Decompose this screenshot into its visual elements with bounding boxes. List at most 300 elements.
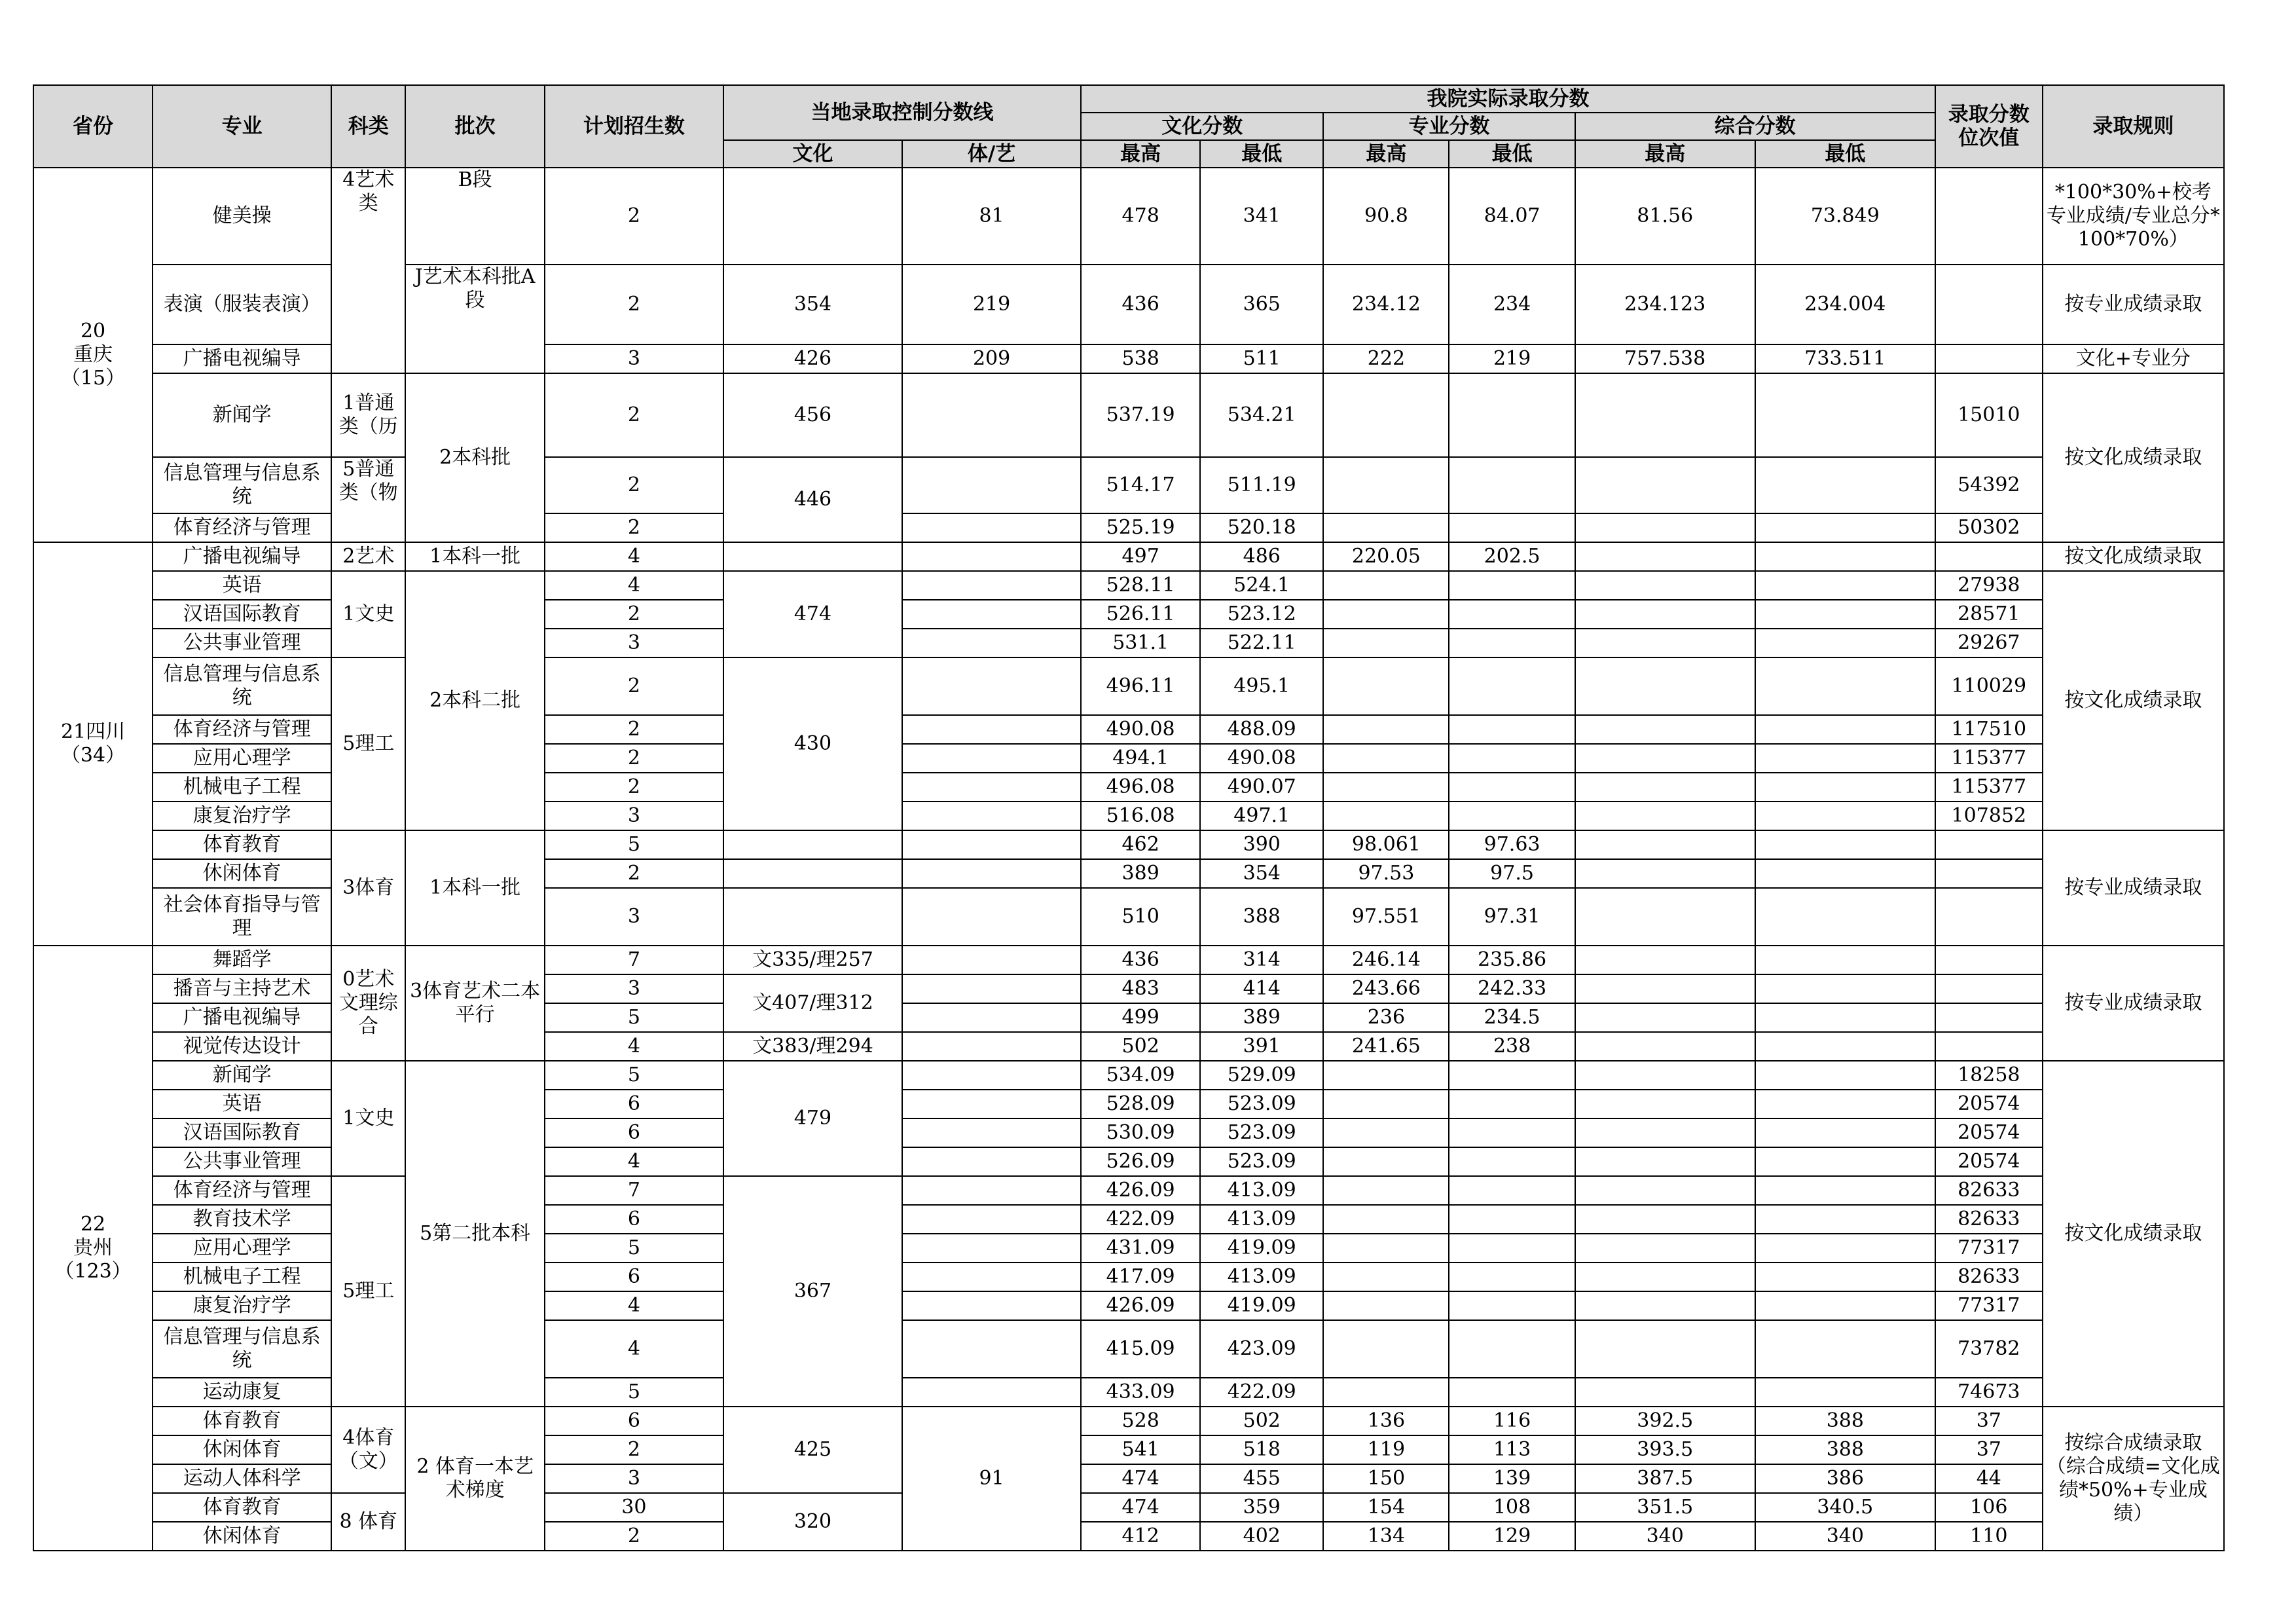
rule-cell: 按文化成绩录取 [2043, 542, 2224, 571]
culture-max-cell: 433.09 [1081, 1378, 1200, 1407]
plan-cell: 4 [545, 1147, 723, 1176]
culture-max-cell: 497 [1081, 542, 1200, 571]
major-max-cell [1323, 1090, 1449, 1118]
major-min-cell: 97.31 [1449, 888, 1575, 946]
batch-cell: 2本科二批 [405, 571, 544, 830]
culture-max-cell: 528 [1081, 1407, 1200, 1435]
table-row [33, 1176, 2224, 1205]
composite-max-cell [1575, 1176, 1755, 1205]
major-cell: 体育经济与管理 [153, 715, 331, 744]
culture-max-cell: 525.19 [1081, 513, 1200, 542]
culture-max-cell: 530.09 [1081, 1118, 1200, 1147]
local-sport-art-cell [902, 859, 1081, 888]
major-cell: 播音与主持艺术 [153, 974, 331, 1003]
plan-cell: 7 [545, 946, 723, 974]
major-cell: 新闻学 [153, 1061, 331, 1090]
batch-cell: 3体育艺术二本平行 [405, 946, 544, 1061]
plan-cell: 3 [545, 974, 723, 1003]
composite-max-cell [1575, 1205, 1755, 1234]
local-culture-cell: 文407/理312 [723, 974, 902, 1032]
plan-cell: 2 [545, 168, 723, 265]
composite-min-cell: 733.511 [1755, 344, 1935, 373]
composite-max-cell [1575, 542, 1755, 571]
rank-cell: 110029 [1935, 657, 2043, 715]
composite-min-cell: 388 [1755, 1407, 1935, 1435]
major-max-cell [1323, 1205, 1449, 1234]
major-min-cell [1449, 1176, 1575, 1205]
plan-cell: 4 [545, 1291, 723, 1320]
header-rank: 录取分数位次值 [1935, 85, 2043, 168]
subject-cell: 4体育（文） [331, 1407, 405, 1493]
rank-cell [1935, 888, 2043, 946]
culture-max-cell: 483 [1081, 974, 1200, 1003]
batch-cell: B段 [405, 168, 544, 265]
header-major-score: 专业分数 [1323, 113, 1575, 140]
culture-max-cell: 510 [1081, 888, 1200, 946]
local-sport-art-cell [902, 830, 1081, 859]
major-min-cell: 129 [1449, 1522, 1575, 1551]
major-cell: 广播电视编导 [153, 542, 331, 571]
major-cell: 表演（服装表演） [153, 265, 331, 344]
local-sport-art-cell [902, 1320, 1081, 1378]
local-sport-art-cell [902, 657, 1081, 715]
culture-min-cell: 511 [1200, 344, 1323, 373]
rank-cell: 115377 [1935, 744, 2043, 773]
major-max-cell: 246.14 [1323, 946, 1449, 974]
composite-max-cell [1575, 600, 1755, 629]
culture-min-cell: 502 [1200, 1407, 1323, 1435]
local-culture-cell: 320 [723, 1493, 902, 1551]
culture-max-cell: 490.08 [1081, 715, 1200, 744]
subject-cell: 1文史 [331, 1061, 405, 1176]
table-row [33, 830, 2224, 859]
composite-max-cell [1575, 571, 1755, 600]
culture-min-cell: 422.09 [1200, 1378, 1323, 1407]
culture-min-cell: 511.19 [1200, 457, 1323, 513]
major-min-cell [1449, 1263, 1575, 1291]
plan-cell: 6 [545, 1118, 723, 1147]
culture-max-cell: 541 [1081, 1435, 1200, 1464]
batch-cell: J艺术本科批A段 [405, 265, 544, 373]
local-sport-art-cell [902, 457, 1081, 513]
rule-cell: 按文化成绩录取 [2043, 1061, 2224, 1407]
major-min-cell [1449, 513, 1575, 542]
header-rule: 录取规则 [2043, 85, 2224, 168]
composite-max-cell: 387.5 [1575, 1464, 1755, 1493]
major-cell: 信息管理与信息系统 [153, 657, 331, 715]
culture-min-cell: 314 [1200, 946, 1323, 974]
major-cell: 休闲体育 [153, 1435, 331, 1464]
plan-cell: 6 [545, 1205, 723, 1234]
major-max-cell [1323, 1378, 1449, 1407]
major-min-cell: 97.5 [1449, 859, 1575, 888]
local-culture-cell [723, 830, 902, 859]
culture-max-cell: 496.11 [1081, 657, 1200, 715]
culture-min-cell: 523.12 [1200, 600, 1323, 629]
province-cell: 21四川 （34） [33, 542, 153, 946]
composite-min-cell [1755, 1320, 1935, 1378]
major-min-cell [1449, 802, 1575, 830]
major-max-cell [1323, 629, 1449, 657]
major-max-cell [1323, 1234, 1449, 1263]
subject-cell: 1普通类（历 [331, 373, 405, 457]
culture-min-cell: 388 [1200, 888, 1323, 946]
composite-min-cell [1755, 1205, 1935, 1234]
local-sport-art-cell [902, 715, 1081, 744]
rank-cell: 106 [1935, 1493, 2043, 1522]
composite-max-cell [1575, 457, 1755, 513]
major-cell: 休闲体育 [153, 1522, 331, 1551]
subject-cell: 5普通类（物 [331, 457, 405, 542]
culture-min-cell: 490.08 [1200, 744, 1323, 773]
culture-max-cell: 478 [1081, 168, 1200, 265]
major-cell: 机械电子工程 [153, 773, 331, 802]
composite-min-cell: 386 [1755, 1464, 1935, 1493]
major-max-cell: 90.8 [1323, 168, 1449, 265]
local-culture-cell: 479 [723, 1061, 902, 1176]
major-min-cell [1449, 1090, 1575, 1118]
culture-max-cell: 462 [1081, 830, 1200, 859]
major-min-cell: 242.33 [1449, 974, 1575, 1003]
culture-max-cell: 415.09 [1081, 1320, 1200, 1378]
plan-cell: 5 [545, 1378, 723, 1407]
local-culture-cell: 425 [723, 1407, 902, 1493]
composite-min-cell [1755, 946, 1935, 974]
local-culture-cell: 354 [723, 265, 902, 344]
culture-min-cell: 365 [1200, 265, 1323, 344]
composite-min-cell [1755, 974, 1935, 1003]
culture-max-cell: 426.09 [1081, 1176, 1200, 1205]
subject-cell: 1文史 [331, 571, 405, 657]
major-cell: 公共事业管理 [153, 629, 331, 657]
plan-cell: 2 [545, 859, 723, 888]
plan-cell: 2 [545, 600, 723, 629]
composite-max-cell [1575, 1147, 1755, 1176]
culture-min-cell: 524.1 [1200, 571, 1323, 600]
table-row [33, 373, 2224, 457]
major-cell: 新闻学 [153, 373, 331, 457]
major-max-cell [1323, 1320, 1449, 1378]
culture-min-cell: 522.11 [1200, 629, 1323, 657]
table-row [33, 1407, 2224, 1435]
composite-max-cell [1575, 373, 1755, 457]
composite-max-cell [1575, 1003, 1755, 1032]
culture-min-cell: 419.09 [1200, 1234, 1323, 1263]
rank-cell [1935, 946, 2043, 974]
rank-cell: 73782 [1935, 1320, 2043, 1378]
major-max-cell: 98.061 [1323, 830, 1449, 859]
rank-cell [1935, 859, 2043, 888]
major-min-cell [1449, 457, 1575, 513]
rule-cell: 按文化成绩录取 [2043, 373, 2224, 542]
province-cell: 20 重庆 （15） [33, 168, 153, 542]
rank-cell: 50302 [1935, 513, 2043, 542]
major-cell: 英语 [153, 1090, 331, 1118]
composite-max-cell [1575, 1090, 1755, 1118]
header-composite-max: 最高 [1575, 140, 1755, 168]
major-min-cell [1449, 1147, 1575, 1176]
composite-min-cell [1755, 802, 1935, 830]
culture-min-cell: 413.09 [1200, 1176, 1323, 1205]
major-min-cell: 97.63 [1449, 830, 1575, 859]
major-min-cell [1449, 715, 1575, 744]
local-sport-art-cell [902, 571, 1081, 600]
table-row [33, 571, 2224, 600]
local-sport-art-cell [902, 542, 1081, 571]
culture-max-cell: 538 [1081, 344, 1200, 373]
major-cell: 社会体育指导与管理 [153, 888, 331, 946]
header-plan: 计划招生数 [545, 85, 723, 168]
major-max-cell [1323, 715, 1449, 744]
culture-min-cell: 359 [1200, 1493, 1323, 1522]
subject-cell: 3体育 [331, 830, 405, 946]
major-max-cell [1323, 513, 1449, 542]
subject-cell: 5理工 [331, 657, 405, 830]
major-min-cell: 235.86 [1449, 946, 1575, 974]
composite-min-cell [1755, 457, 1935, 513]
culture-min-cell: 488.09 [1200, 715, 1323, 744]
rank-cell: 20574 [1935, 1147, 2043, 1176]
composite-max-cell [1575, 657, 1755, 715]
major-max-cell [1323, 773, 1449, 802]
major-cell: 视觉传达设计 [153, 1032, 331, 1061]
composite-min-cell [1755, 1118, 1935, 1147]
culture-min-cell: 354 [1200, 859, 1323, 888]
culture-min-cell: 413.09 [1200, 1205, 1323, 1234]
header-culture-min: 最低 [1200, 140, 1323, 168]
header-province: 省份 [33, 85, 153, 168]
composite-max-cell: 393.5 [1575, 1435, 1755, 1464]
composite-min-cell [1755, 373, 1935, 457]
plan-cell: 6 [545, 1263, 723, 1291]
plan-cell: 4 [545, 1032, 723, 1061]
header-major: 专业 [153, 85, 331, 168]
rank-cell [1935, 974, 2043, 1003]
composite-min-cell [1755, 657, 1935, 715]
local-culture-cell [723, 168, 902, 265]
rank-cell: 37 [1935, 1407, 2043, 1435]
rule-cell: 按文化成绩录取 [2043, 571, 2224, 830]
rank-cell: 115377 [1935, 773, 2043, 802]
plan-cell: 2 [545, 265, 723, 344]
major-min-cell [1449, 744, 1575, 773]
major-min-cell: 108 [1449, 1493, 1575, 1522]
local-sport-art-cell: 81 [902, 168, 1081, 265]
culture-max-cell: 531.1 [1081, 629, 1200, 657]
major-max-cell [1323, 802, 1449, 830]
plan-cell: 7 [545, 1176, 723, 1205]
rank-cell: 29267 [1935, 629, 2043, 657]
composite-min-cell [1755, 773, 1935, 802]
major-cell: 汉语国际教育 [153, 600, 331, 629]
major-min-cell [1449, 1205, 1575, 1234]
composite-max-cell [1575, 1234, 1755, 1263]
culture-max-cell: 516.08 [1081, 802, 1200, 830]
composite-max-cell: 351.5 [1575, 1493, 1755, 1522]
local-culture-cell [723, 888, 902, 946]
composite-min-cell [1755, 859, 1935, 888]
local-sport-art-cell: 219 [902, 265, 1081, 344]
local-culture-cell: 456 [723, 373, 902, 457]
rank-cell [1935, 168, 2043, 265]
local-culture-cell: 文335/理257 [723, 946, 902, 974]
plan-cell: 3 [545, 1464, 723, 1493]
major-cell: 体育经济与管理 [153, 513, 331, 542]
culture-max-cell: 431.09 [1081, 1234, 1200, 1263]
culture-max-cell: 436 [1081, 265, 1200, 344]
culture-min-cell: 423.09 [1200, 1320, 1323, 1378]
major-max-cell: 236 [1323, 1003, 1449, 1032]
major-cell: 信息管理与信息系统 [153, 457, 331, 513]
local-culture-cell [723, 542, 902, 571]
composite-min-cell [1755, 571, 1935, 600]
culture-max-cell: 426.09 [1081, 1291, 1200, 1320]
major-min-cell [1449, 1291, 1575, 1320]
composite-max-cell: 81.56 [1575, 168, 1755, 265]
composite-min-cell [1755, 1378, 1935, 1407]
culture-min-cell: 523.09 [1200, 1090, 1323, 1118]
admission-score-table [33, 84, 2225, 1551]
local-sport-art-cell [902, 974, 1081, 1003]
rank-cell: 44 [1935, 1464, 2043, 1493]
culture-max-cell: 474 [1081, 1464, 1200, 1493]
subject-cell: 0艺术文理综合 [331, 946, 405, 1061]
composite-max-cell [1575, 629, 1755, 657]
major-cell: 体育经济与管理 [153, 1176, 331, 1205]
major-max-cell: 150 [1323, 1464, 1449, 1493]
rank-cell [1935, 265, 2043, 344]
major-min-cell: 113 [1449, 1435, 1575, 1464]
batch-cell: 1本科一批 [405, 542, 544, 571]
major-cell: 运动人体科学 [153, 1464, 331, 1493]
composite-min-cell [1755, 1176, 1935, 1205]
header-local-culture: 文化 [723, 140, 902, 168]
culture-max-cell: 474 [1081, 1493, 1200, 1522]
culture-max-cell: 422.09 [1081, 1205, 1200, 1234]
composite-max-cell: 234.123 [1575, 265, 1755, 344]
major-min-cell [1449, 373, 1575, 457]
composite-min-cell [1755, 1090, 1935, 1118]
major-max-cell [1323, 1118, 1449, 1147]
culture-min-cell: 520.18 [1200, 513, 1323, 542]
header-composite-score: 综合分数 [1575, 113, 1935, 140]
composite-min-cell: 388 [1755, 1435, 1935, 1464]
composite-max-cell [1575, 802, 1755, 830]
header-composite-min: 最低 [1755, 140, 1935, 168]
composite-max-cell [1575, 773, 1755, 802]
major-min-cell: 116 [1449, 1407, 1575, 1435]
rank-cell: 37 [1935, 1435, 2043, 1464]
composite-min-cell [1755, 600, 1935, 629]
batch-cell: 5第二批本科 [405, 1061, 544, 1407]
major-cell: 广播电视编导 [153, 1003, 331, 1032]
rank-cell: 117510 [1935, 715, 2043, 744]
rank-cell [1935, 542, 2043, 571]
major-min-cell: 234.5 [1449, 1003, 1575, 1032]
major-cell: 信息管理与信息系统 [153, 1320, 331, 1378]
plan-cell: 2 [545, 773, 723, 802]
major-max-cell: 97.551 [1323, 888, 1449, 946]
local-culture-cell: 文383/理294 [723, 1032, 902, 1061]
plan-cell: 5 [545, 1003, 723, 1032]
major-min-cell [1449, 571, 1575, 600]
rank-cell: 15010 [1935, 373, 2043, 457]
local-culture-cell: 426 [723, 344, 902, 373]
major-min-cell [1449, 1118, 1575, 1147]
major-cell: 英语 [153, 571, 331, 600]
local-sport-art-cell [902, 1118, 1081, 1147]
composite-min-cell: 73.849 [1755, 168, 1935, 265]
major-cell: 运动康复 [153, 1378, 331, 1407]
rank-cell: 82633 [1935, 1176, 2043, 1205]
rank-cell: 28571 [1935, 600, 2043, 629]
composite-max-cell [1575, 1320, 1755, 1378]
composite-min-cell: 234.004 [1755, 265, 1935, 344]
local-sport-art-cell [902, 1205, 1081, 1234]
local-sport-art-cell [902, 1090, 1081, 1118]
local-sport-art-cell [902, 1147, 1081, 1176]
major-max-cell [1323, 744, 1449, 773]
composite-max-cell: 392.5 [1575, 1407, 1755, 1435]
composite-max-cell [1575, 715, 1755, 744]
major-cell: 健美操 [153, 168, 331, 265]
major-cell: 康复治疗学 [153, 802, 331, 830]
major-max-cell: 241.65 [1323, 1032, 1449, 1061]
plan-cell: 4 [545, 542, 723, 571]
table-row [33, 168, 2224, 265]
major-cell: 休闲体育 [153, 859, 331, 888]
rule-cell: 按专业成绩录取 [2043, 946, 2224, 1061]
header-actual: 我院实际录取分数 [1081, 85, 1935, 113]
composite-min-cell [1755, 1003, 1935, 1032]
rank-cell [1935, 1032, 2043, 1061]
culture-min-cell: 391 [1200, 1032, 1323, 1061]
culture-max-cell: 528.09 [1081, 1090, 1200, 1118]
composite-min-cell [1755, 1291, 1935, 1320]
major-max-cell [1323, 571, 1449, 600]
major-min-cell [1449, 657, 1575, 715]
major-max-cell [1323, 373, 1449, 457]
major-min-cell [1449, 629, 1575, 657]
culture-max-cell: 496.08 [1081, 773, 1200, 802]
major-max-cell: 154 [1323, 1493, 1449, 1522]
local-sport-art-cell [902, 373, 1081, 457]
plan-cell: 5 [545, 1061, 723, 1090]
batch-cell: 2本科批 [405, 373, 544, 542]
composite-min-cell [1755, 1263, 1935, 1291]
plan-cell: 6 [545, 1090, 723, 1118]
header-subject: 科类 [331, 85, 405, 168]
header-local-sport-art: 体/艺 [902, 140, 1081, 168]
composite-max-cell: 340 [1575, 1522, 1755, 1551]
composite-min-cell [1755, 888, 1935, 946]
culture-min-cell: 419.09 [1200, 1291, 1323, 1320]
composite-min-cell [1755, 513, 1935, 542]
major-max-cell [1323, 1263, 1449, 1291]
local-culture-cell: 446 [723, 457, 902, 542]
major-max-cell [1323, 1291, 1449, 1320]
table-row [33, 657, 2224, 715]
culture-max-cell: 502 [1081, 1032, 1200, 1061]
rule-cell: 文化+专业分 [2043, 344, 2224, 373]
table-row [33, 457, 2224, 513]
major-max-cell [1323, 657, 1449, 715]
local-sport-art-cell [902, 1003, 1081, 1032]
table-body [33, 168, 2224, 1551]
plan-cell: 2 [545, 457, 723, 513]
local-sport-art-cell [902, 1378, 1081, 1407]
composite-min-cell [1755, 629, 1935, 657]
